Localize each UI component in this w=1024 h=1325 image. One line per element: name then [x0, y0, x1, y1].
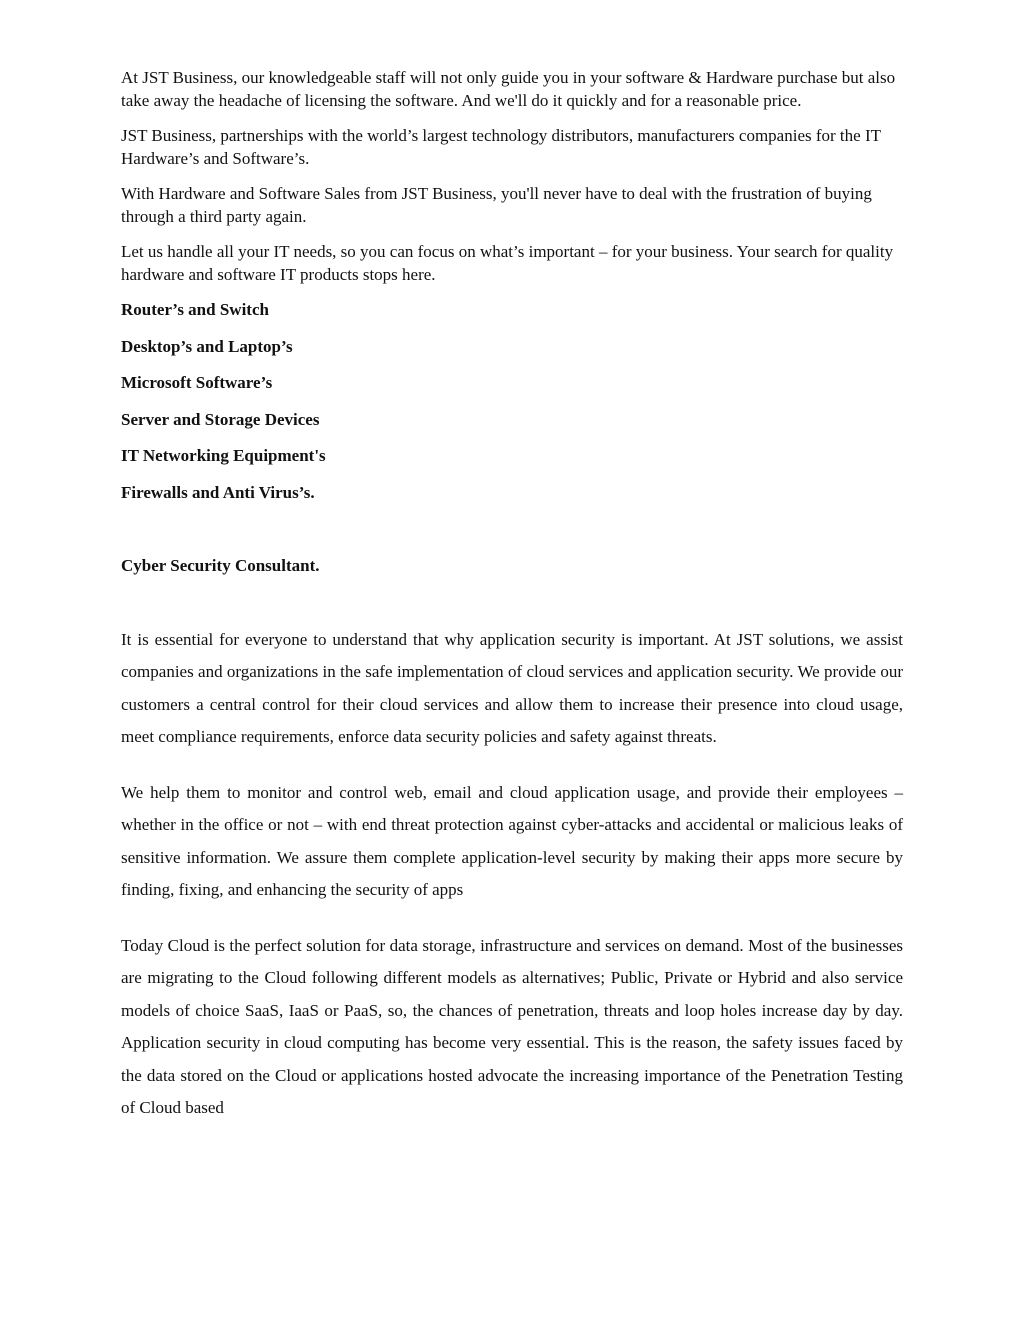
product-list-item: Firewalls and Anti Virus’s.: [121, 482, 315, 502]
product-list-item: IT Networking Equipment's: [121, 446, 326, 465]
intro-paragraph: With Hardware and Software Sales from JST Business, you'll never have to deal with the frustration of buying through a third party again.: [121, 184, 872, 226]
intro-paragraph: Let us handle all your IT needs, so you can focus on what’s important – for your business. Your search for quality hardware and software IT products stops here.: [121, 242, 894, 284]
product-list-item: Microsoft Software’s: [121, 373, 273, 392]
intro-section: [121, 66, 903, 286]
intro-paragraph: JST Business, partnerships with the world’s largest technology distributors, manufacturers companies for the IT Hardware’s and Software’s.: [121, 126, 881, 168]
intro-paragraph: At JST Business, our knowledgeable staff will not only guide you in your software & Hardware purchase but also take away the headache of licensing the software. And we'll do it quickly and for a reasonable price.: [121, 68, 896, 110]
product-list: [121, 298, 903, 504]
document-page: [121, 66, 903, 1148]
product-list-item: Desktop’s and Laptop’s: [121, 336, 293, 356]
body-section: [121, 624, 903, 1125]
body-paragraph: It is essential for everyone to understand that why application security is important. At JST solutions, we assist companies and organizations in the safe implementation of cloud services and application security. We provide our customers a central control for their cloud services and allow them to increase their presence into cloud usage, meet compliance requirements, enforce data security policies and safety against threats.: [121, 629, 903, 746]
product-list-item: Server and Storage Devices: [121, 409, 320, 429]
body-paragraph: We help them to monitor and control web, email and cloud application usage, and provide their employees – whether in the office or not – with end threat protection against cyber-attacks and accidental or malicious leaks of sensitive information. We assure them complete application-level security by making their apps more secure by finding, fixing, and enhancing the security of apps: [121, 782, 903, 899]
product-list-item: Router’s and Switch: [121, 300, 269, 319]
section-heading: Cyber Security Consultant.: [121, 555, 320, 575]
body-paragraph: Today Cloud is the perfect solution for data storage, infrastructure and services on demand. Most of the businesses are migrating to the Cloud following different models as alternatives; Public, Private or Hybrid and also service models of choice SaaS, IaaS or PaaS, so, the chances of penetration, threats and loop holes increase day by day. Application security in cloud computing has become very essential. This is the reason, the safety issues faced by the data stored on the Cloud or applications hosted advocate the increasing importance of the Penetration Testing of Cloud based: [121, 935, 903, 1117]
